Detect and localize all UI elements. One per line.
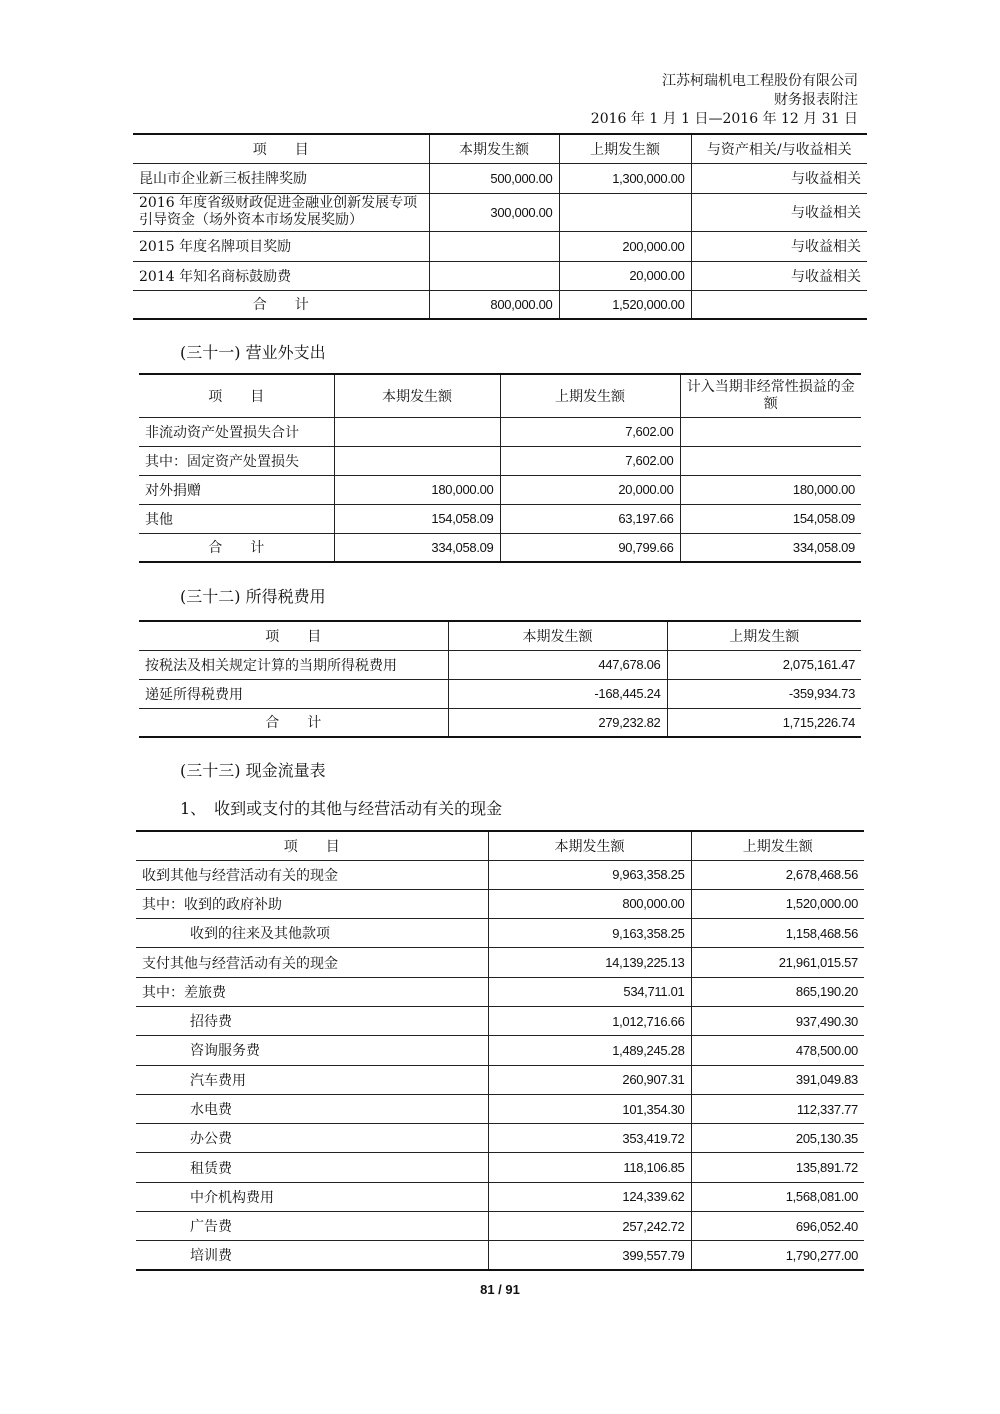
prior-amount: 63,197.66: [500, 504, 680, 533]
current-amount: 154,058.09: [334, 504, 500, 533]
report-period: 2016 年 1 月 1 日—2016 年 12 月 31 日: [590, 111, 858, 127]
column-header: 项 目: [133, 134, 429, 163]
current-amount: 279,232.82: [448, 708, 667, 737]
prior-amount: 937,490.30: [691, 1006, 864, 1035]
prior-amount: 112,337.77: [691, 1094, 864, 1123]
relation: 与收益相关: [691, 163, 867, 193]
item-name: 支付其他与经营活动有关的现金: [136, 948, 488, 977]
cash-flow-table: [136, 830, 864, 1271]
non-recurring-amount: 334,058.09: [680, 533, 861, 562]
section-title: (三十一) 营业外支出: [180, 343, 326, 362]
prior-amount: 2,678,468.56: [691, 860, 864, 889]
current-amount: 399,557.79: [488, 1241, 691, 1270]
section-title: (三十二) 所得税费用: [180, 587, 326, 606]
total-row: [139, 533, 861, 562]
total-label: 合 计: [139, 533, 334, 562]
table-row: [136, 860, 864, 889]
column-header: 本期发生额: [334, 374, 500, 417]
non-recurring-amount: 154,058.09: [680, 504, 861, 533]
current-amount: 353,419.72: [488, 1124, 691, 1153]
table-row: [139, 446, 861, 475]
relation: [691, 290, 867, 319]
non-recurring-amount: 180,000.00: [680, 475, 861, 504]
subsidy-table: [133, 133, 867, 320]
subsection-title: 1、 收到或支付的其他与经营活动有关的现金: [180, 799, 503, 818]
current-amount: 14,139,225.13: [488, 948, 691, 977]
column-header: 上期发生额: [500, 374, 680, 417]
table-row: [136, 889, 864, 918]
table-row: [139, 475, 861, 504]
table-row: [136, 948, 864, 977]
prior-amount: 205,130.35: [691, 1124, 864, 1153]
current-amount: 124,339.62: [488, 1182, 691, 1211]
table-row: [136, 919, 864, 948]
table-row: [136, 1124, 864, 1153]
current-amount: 800,000.00: [488, 889, 691, 918]
table-row: [139, 417, 861, 446]
column-header: 上期发生额: [691, 831, 864, 860]
table-row: [136, 1006, 864, 1035]
item-name: 昆山市企业新三板挂牌奖励: [133, 163, 429, 193]
table-row: [133, 231, 867, 261]
prior-amount: 1,300,000.00: [559, 163, 691, 193]
item-name: 收到的往来及其他款项: [136, 919, 488, 948]
table-row: [136, 1036, 864, 1065]
current-amount: 447,678.06: [448, 650, 667, 679]
table-row: [136, 1212, 864, 1241]
current-amount: 500,000.00: [429, 163, 559, 193]
non-recurring-amount: [680, 417, 861, 446]
company-name: 江苏柯瑞机电工程股份有限公司: [662, 73, 858, 89]
non-operating-expense-table: [139, 373, 861, 563]
item-name: 水电费: [136, 1094, 488, 1123]
total-label: 合 计: [133, 290, 429, 319]
item-name: 其中：差旅费: [136, 977, 488, 1006]
prior-amount: 1,568,081.00: [691, 1182, 864, 1211]
current-amount: 118,106.85: [488, 1153, 691, 1182]
prior-amount: [559, 193, 691, 231]
prior-amount: 391,049.83: [691, 1065, 864, 1094]
item-name: 递延所得税费用: [139, 679, 448, 708]
table-row: [133, 193, 867, 231]
item-name: 其他: [139, 504, 334, 533]
item-name: 按税法及相关规定计算的当期所得税费用: [139, 650, 448, 679]
prior-amount: 1,790,277.00: [691, 1241, 864, 1270]
item-name: 咨询服务费: [136, 1036, 488, 1065]
column-header: 与资产相关/与收益相关: [691, 134, 867, 163]
item-name: 其中：固定资产处置损失: [139, 446, 334, 475]
item-name: 其中：收到的政府补助: [136, 889, 488, 918]
current-amount: 300,000.00: [429, 193, 559, 231]
income-tax-table: [139, 620, 861, 738]
table-row: [133, 261, 867, 290]
column-header: 本期发生额: [448, 621, 667, 650]
item-name: 广告费: [136, 1212, 488, 1241]
item-name: 对外捐赠: [139, 475, 334, 504]
relation: 与收益相关: [691, 261, 867, 290]
prior-amount: 135,891.72: [691, 1153, 864, 1182]
total-label: 合 计: [139, 708, 448, 737]
table-row: [136, 1182, 864, 1211]
prior-amount: 7,602.00: [500, 417, 680, 446]
table-row: [133, 163, 867, 193]
item-name: 2014 年知名商标鼓励费: [133, 261, 429, 290]
prior-amount: 1,520,000.00: [559, 290, 691, 319]
prior-amount: 696,052.40: [691, 1212, 864, 1241]
current-amount: 9,163,358.25: [488, 919, 691, 948]
document-title: 财务报表附注: [774, 92, 858, 108]
prior-amount: 2,075,161.47: [667, 650, 861, 679]
table-row: [136, 1241, 864, 1270]
table-row: [136, 1065, 864, 1094]
current-amount: 534,711.01: [488, 977, 691, 1006]
current-amount: 260,907.31: [488, 1065, 691, 1094]
column-header: 计入当期非经常性损益的金额: [680, 374, 861, 417]
column-header: 项 目: [136, 831, 488, 860]
item-name: 收到其他与经营活动有关的现金: [136, 860, 488, 889]
relation: 与收益相关: [691, 231, 867, 261]
column-header: 项 目: [139, 621, 448, 650]
prior-amount: 1,158,468.56: [691, 919, 864, 948]
table-row: [136, 1094, 864, 1123]
column-header: 本期发生额: [429, 134, 559, 163]
prior-amount: 1,715,226.74: [667, 708, 861, 737]
current-amount: [334, 417, 500, 446]
prior-amount: 21,961,015.57: [691, 948, 864, 977]
item-name: 汽车费用: [136, 1065, 488, 1094]
prior-amount: 865,190.20: [691, 977, 864, 1006]
item-name: 非流动资产处置损失合计: [139, 417, 334, 446]
current-amount: 180,000.00: [334, 475, 500, 504]
table-row: [136, 977, 864, 1006]
prior-amount: 90,799.66: [500, 533, 680, 562]
prior-amount: 1,520,000.00: [691, 889, 864, 918]
column-header: 本期发生额: [488, 831, 691, 860]
current-amount: 9,963,358.25: [488, 860, 691, 889]
item-name: 2016 年度省级财政促进金融业创新发展专项引导资金（场外资本市场发展奖励）: [133, 193, 429, 231]
total-row: [139, 708, 861, 737]
current-amount: [334, 446, 500, 475]
prior-amount: 20,000.00: [500, 475, 680, 504]
current-amount: 1,489,245.28: [488, 1036, 691, 1065]
item-name: 招待费: [136, 1006, 488, 1035]
column-header: 项 目: [139, 374, 334, 417]
current-amount: 800,000.00: [429, 290, 559, 319]
column-header: 上期发生额: [559, 134, 691, 163]
item-name: 租赁费: [136, 1153, 488, 1182]
prior-amount: 200,000.00: [559, 231, 691, 261]
prior-amount: 20,000.00: [559, 261, 691, 290]
relation: 与收益相关: [691, 193, 867, 231]
table-row: [136, 1153, 864, 1182]
non-recurring-amount: [680, 446, 861, 475]
item-name: 中介机构费用: [136, 1182, 488, 1211]
current-amount: 1,012,716.66: [488, 1006, 691, 1035]
table-row: [139, 504, 861, 533]
current-amount: 101,354.30: [488, 1094, 691, 1123]
table-row: [139, 650, 861, 679]
current-amount: -168,445.24: [448, 679, 667, 708]
section-title: (三十三) 现金流量表: [180, 761, 326, 780]
page-number: 81 / 91: [480, 1282, 520, 1297]
item-name: 办公费: [136, 1124, 488, 1153]
prior-amount: 7,602.00: [500, 446, 680, 475]
current-amount: [429, 261, 559, 290]
total-row: [133, 290, 867, 319]
current-amount: 334,058.09: [334, 533, 500, 562]
prior-amount: 478,500.00: [691, 1036, 864, 1065]
current-amount: 257,242.72: [488, 1212, 691, 1241]
column-header: 上期发生额: [667, 621, 861, 650]
current-amount: [429, 231, 559, 261]
item-name: 培训费: [136, 1241, 488, 1270]
table-row: [139, 679, 861, 708]
item-name: 2015 年度名牌项目奖励: [133, 231, 429, 261]
prior-amount: -359,934.73: [667, 679, 861, 708]
